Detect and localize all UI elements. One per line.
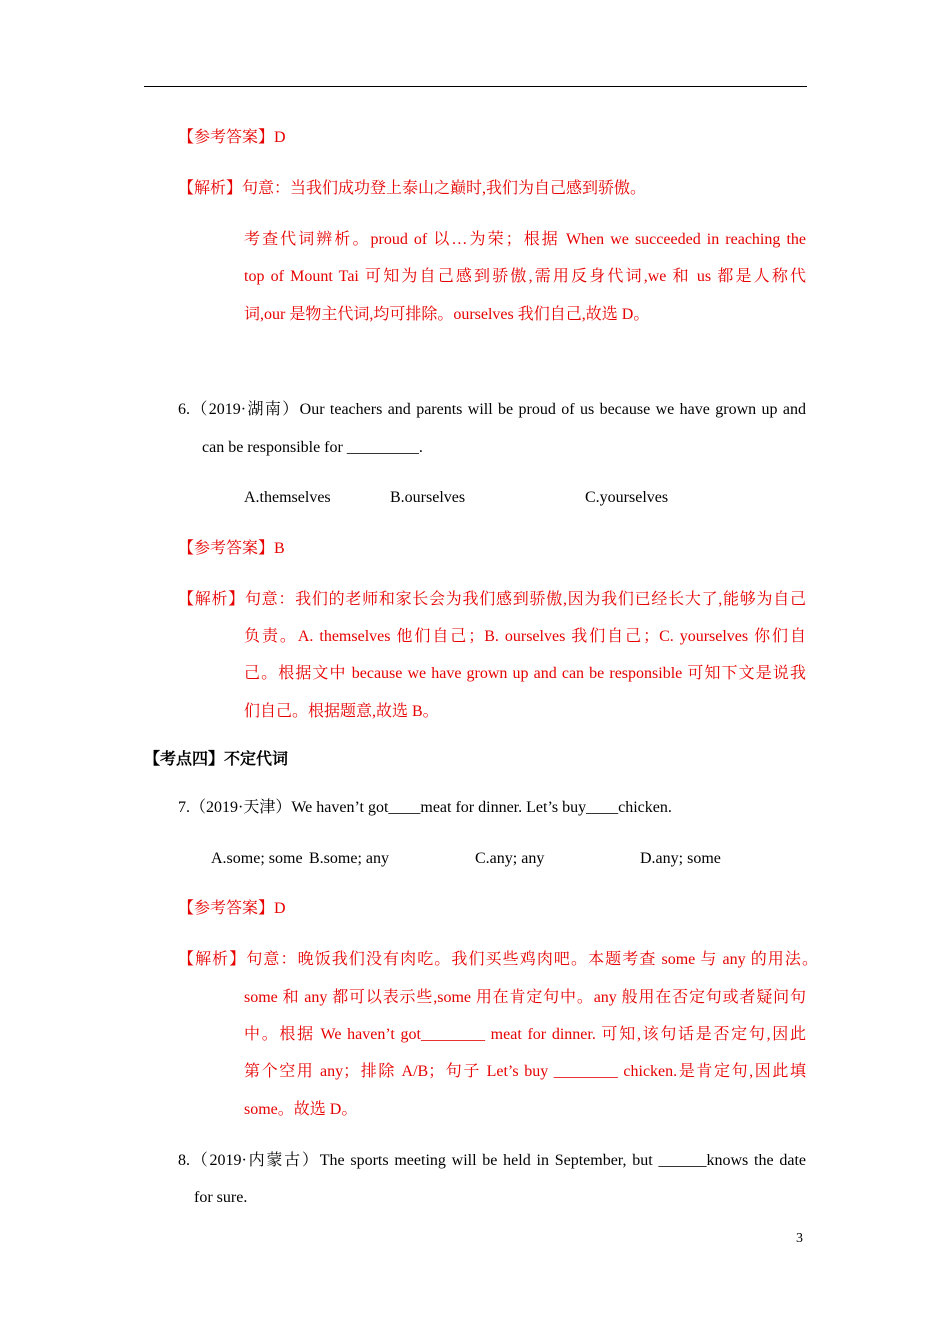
analysis-5-line-3: top of Mount Tai 可知为自己感到骄傲,需用反身代词,we 和 us 都是人称代 <box>244 268 806 285</box>
analysis-5-line-4: 词,our 是物主代词,均可排除。ourselves 我们自己,故选 D。 <box>244 306 650 323</box>
question-7-option-a: A.some; some <box>211 850 303 867</box>
question-8-stem-cont: for sure. <box>194 1189 248 1206</box>
header-rule <box>144 86 807 87</box>
answer-7: 【参考答案】D <box>178 900 286 917</box>
question-6-option-b: B.ourselves <box>390 489 466 506</box>
analysis-6-line-1: 【解析】句意：我们的老师和家长会为我们感到骄傲,因为我们已经长大了,能够为自己 <box>178 591 806 608</box>
analysis-7-line-3: 中。根据 We haven’t got________ meat for dinner. 可知,该句话是否定句,因此 <box>244 1026 806 1043</box>
analysis-7-line-2: some 和 any 都可以表示些,some 用在肯定句中。any 般用在否定句或者疑问句 <box>244 989 806 1006</box>
analysis-6-line-3: 己。根据文中 because we have grown up and can be responsible 可知下文是说我 <box>244 665 806 682</box>
question-7-option-d: D.any; some <box>640 850 721 867</box>
question-6-option-c: C.yourselves <box>585 489 669 506</box>
question-8-stem: 8.（2019·内蒙古）The sports meeting will be held in September, but ______knows the date <box>178 1152 806 1169</box>
analysis-7-line-1: 【解析】句意：晚饭我们没有肉吃。我们买些鸡肉吧。本题考查 some 与 any 的用法。 <box>178 951 818 968</box>
section-heading-4: 【考点四】不定代词 <box>144 751 289 768</box>
analysis-5-line-1: 【解析】句意：当我们成功登上泰山之巅时,我们为自己感到骄傲。 <box>178 180 647 197</box>
answer-5: 【参考答案】D <box>178 129 286 146</box>
question-7-stem: 7.（2019·天津）We haven’t got____meat for dinner. Let’s buy____chicken. <box>178 799 672 816</box>
question-6-option-a: A.themselves <box>244 489 331 506</box>
question-6-stem: 6.（2019·湖南）Our teachers and parents will be proud of us because we have grown up and <box>178 401 806 418</box>
analysis-6-line-4: 们自己。根据题意,故选 B。 <box>244 703 439 720</box>
question-6-stem-cont: can be responsible for _________. <box>202 439 423 456</box>
answer-6: 【参考答案】B <box>178 540 285 557</box>
question-7-option-b: B.some; any <box>309 850 389 867</box>
analysis-6-line-2: 负责。A. themselves 他们自己；B. ourselves 我们自己；C. yourselves 你们自 <box>244 628 806 645</box>
page-number: 3 <box>796 1231 803 1246</box>
question-7-option-c: C.any; any <box>475 850 545 867</box>
analysis-5-line-2: 考查代词辨析。proud of 以…为荣；根据 When we succeeded in reaching the <box>244 231 806 248</box>
analysis-7-line-5: some。故选 D。 <box>244 1101 358 1118</box>
analysis-7-line-4: 第个空用 any；排除 A/B；句子 Let’s buy ________ chicken.是肯定句,因此填 <box>244 1063 806 1080</box>
